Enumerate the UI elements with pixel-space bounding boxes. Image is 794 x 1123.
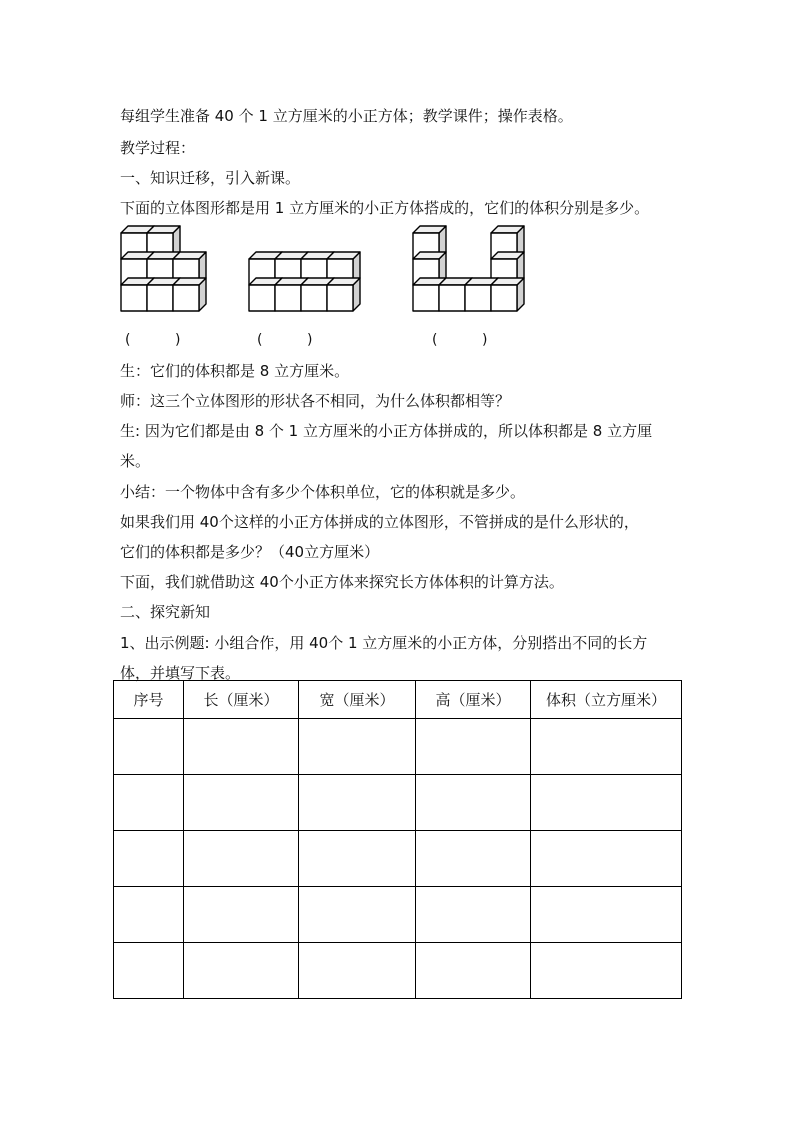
table-cell[interactable] xyxy=(531,887,682,943)
table-cell[interactable] xyxy=(184,887,299,943)
student-answer: 生：它们的体积都是 8 立方厘米。 xyxy=(120,362,350,380)
header-width: 宽（厘米） xyxy=(299,681,416,719)
header-volume: 体积（立方厘米） xyxy=(531,681,682,719)
answer-blank-2[interactable]: ( ) xyxy=(257,332,313,348)
cube-figures xyxy=(0,210,794,320)
table-cell[interactable] xyxy=(531,943,682,999)
extension-line-2: 它们的体积都是多少？（40立方厘米） xyxy=(120,543,380,561)
cube-front xyxy=(327,285,353,311)
extension-line-1: 如果我们用 40个这样的小正方体拼成的立体图形，不管拼成的是什么形状的， xyxy=(120,513,639,531)
cube-front xyxy=(301,285,327,311)
student-reason-line-2: 米。 xyxy=(120,452,151,470)
table-row xyxy=(114,775,682,831)
table-cell[interactable] xyxy=(114,775,184,831)
table-cell[interactable] xyxy=(416,943,531,999)
header-length: 长（厘米） xyxy=(184,681,299,719)
answer-blank-3[interactable]: ( ) xyxy=(432,332,488,348)
table-cell[interactable] xyxy=(299,775,416,831)
table-cell[interactable] xyxy=(114,943,184,999)
table-cell[interactable] xyxy=(416,775,531,831)
cube-front xyxy=(173,285,199,311)
table-cell[interactable] xyxy=(299,831,416,887)
table-cell[interactable] xyxy=(416,887,531,943)
cube-front xyxy=(413,285,439,311)
table-cell[interactable] xyxy=(416,719,531,775)
table-cell[interactable] xyxy=(114,719,184,775)
figure-2 xyxy=(249,252,360,311)
table-cell[interactable] xyxy=(299,887,416,943)
question-line: 下面的立体图形都是用 1 立方厘米的小正方体搭成的，它们的体积分别是多少。 xyxy=(120,199,650,217)
table-cell[interactable] xyxy=(184,831,299,887)
task-line-1: 1、出示例题: 小组合作，用 40个 1 立方厘米的小正方体，分别搭出不同的长方 xyxy=(120,634,648,652)
table-cell[interactable] xyxy=(184,943,299,999)
transition-line: 下面，我们就借助这 40个小正方体来探究长方体体积的计算方法。 xyxy=(120,573,564,591)
header-height: 高（厘米） xyxy=(416,681,531,719)
cube-front xyxy=(121,285,147,311)
table-cell[interactable] xyxy=(184,775,299,831)
table-row xyxy=(114,719,682,775)
section-2-heading: 二、探究新知 xyxy=(120,603,211,621)
table-cell[interactable] xyxy=(299,943,416,999)
figure-3 xyxy=(413,226,524,311)
header-index: 序号 xyxy=(114,681,184,719)
table-cell[interactable] xyxy=(531,719,682,775)
table-row xyxy=(114,831,682,887)
table-cell[interactable] xyxy=(299,719,416,775)
materials-line: 每组学生准备 40 个 1 立方厘米的小正方体；教学课件；操作表格。 xyxy=(120,107,573,125)
summary-line: 小结：一个物体中含有多少个体积单位，它的体积就是多少。 xyxy=(120,483,526,501)
figure-1 xyxy=(121,226,206,311)
record-table xyxy=(113,680,682,999)
table-cell[interactable] xyxy=(531,831,682,887)
table-cell[interactable] xyxy=(416,831,531,887)
cube-front xyxy=(249,285,275,311)
cube-front xyxy=(491,285,517,311)
table-cell[interactable] xyxy=(114,887,184,943)
table-header-row xyxy=(114,681,682,719)
teacher-question: 师：这三个立体图形的形状各不相同，为什么体积都相等？ xyxy=(120,392,511,410)
process-heading: 教学过程： xyxy=(120,139,196,157)
answer-blank-1[interactable]: ( ) xyxy=(125,332,181,348)
cube-front xyxy=(439,285,465,311)
table-row xyxy=(114,887,682,943)
table-cell[interactable] xyxy=(184,719,299,775)
table-cell[interactable] xyxy=(531,775,682,831)
table-cell[interactable] xyxy=(114,831,184,887)
task-line-2: 体，并填写下表。 xyxy=(120,664,241,682)
table-row xyxy=(114,943,682,999)
cube-front xyxy=(465,285,491,311)
student-reason-line-1: 生: 因为它们都是由 8 个 1 立方厘米的小正方体拼成的，所以体积都是 8 立方厘 xyxy=(120,422,653,440)
section-1-heading: 一、知识迁移，引入新课。 xyxy=(120,169,301,187)
cube-front xyxy=(275,285,301,311)
cube-front xyxy=(147,285,173,311)
